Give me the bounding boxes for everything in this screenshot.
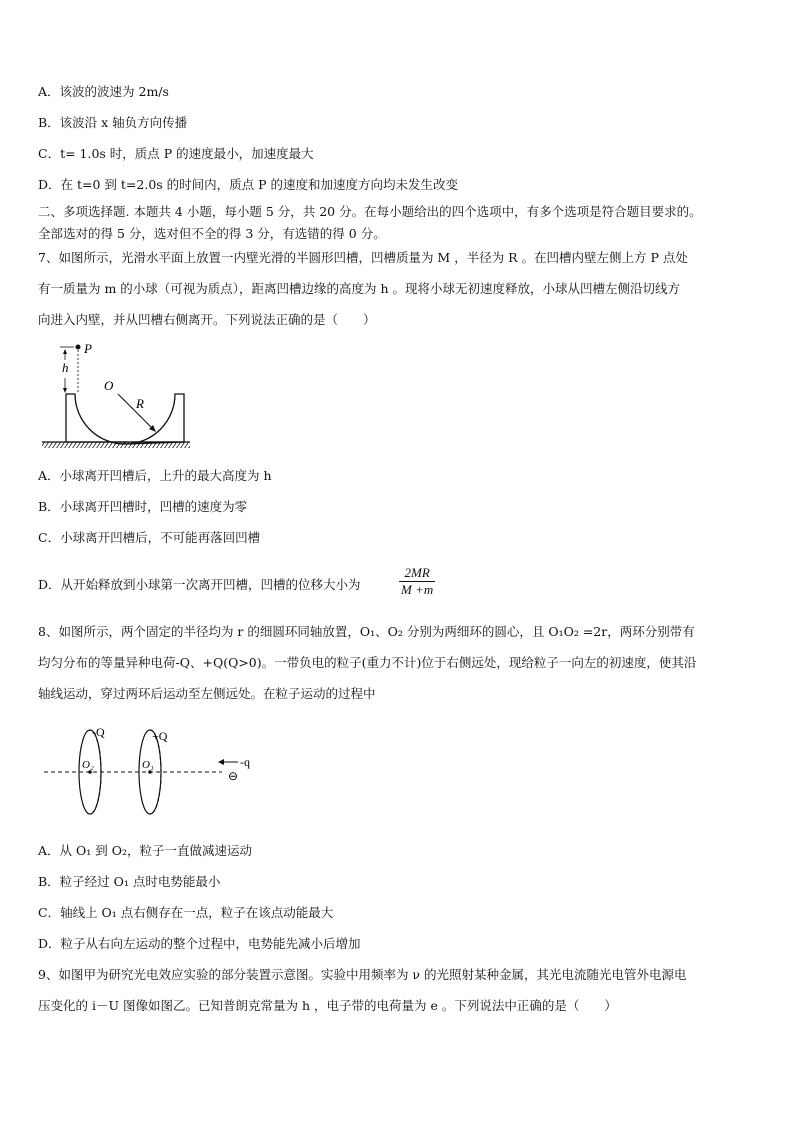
q8-option-d: D．粒子从右向左运动的整个过程中，电势能先减小后增加 [38,936,361,951]
q8-stem-line-1: 8、如图所示，两个固定的半径均为 r 的细圆环同轴放置，O₁、O₂ 分别为两细环的圆心，且 O₁O₂ =2r，两环分别带有 [38,624,695,639]
label-neg-q: -Q [92,725,105,739]
label-o1: O₁ [142,759,154,771]
label-pos-q: +Q [152,729,168,743]
section-heading-line-2: 全部选对的得 5 分，选对但不全的得 3 分，有选错的得 0 分。 [38,226,386,241]
section-heading-line-1: 二、多项选择题. 本题共 4 小题，每小题 5 分，共 20 分。在每小题给出的四个选项中，有多个选项是符合题目要求的。 [38,204,702,219]
point-p [76,345,81,350]
q7-option-a: A．小球离开凹槽后，上升的最大高度为 h [38,468,272,483]
q8-stem-line-2: 均匀分布的等量异种电荷-Q、+Q(Q>0)。一带负电的粒子(重力不计)位于右侧远处，现给粒子一向左的初速度，使其沿 [38,655,697,670]
q6-option-d: D．在 t=0 到 t=2.0s 的时间内，质点 P 的速度和加速度方向均未发生改变 [38,177,459,192]
label-o2: O₂ [82,759,94,771]
q7-groove-figure [38,338,198,453]
q6-option-c: C．t= 1.0s 时，质点 P 的速度最小，加速度最大 [38,146,314,161]
particle-symbol: ⊖ [228,769,239,783]
q6-option-a: A．该波的波速为 2m/s [38,84,169,99]
q6-option-b: B．该波沿 x 轴负方向传播 [38,115,188,130]
q7-stem-line-2: 有一质量为 m 的小球（可视为质点），距离凹槽边缘的高度为 h 。现将小球无初速度释放，小球从凹槽左侧沿切线方 [38,281,681,296]
label-r: R [136,396,144,411]
q8-option-c: C．轴线上 O₁ 点右侧存在一点，粒子在该点动能最大 [38,905,334,920]
q7-option-d-fraction [399,565,435,598]
label-o: O [104,378,114,393]
label-p: P [84,341,92,356]
q8-rings-figure [42,722,272,822]
fraction-denominator: M +m [401,582,434,597]
q7-option-c: C．小球离开凹槽后，不可能再落回凹槽 [38,530,261,545]
q8-option-a: A．从 O₁ 到 O₂，粒子一直做减速运动 [38,843,252,858]
label-q: -q [240,755,250,769]
q9-stem-line-1: 9、如图甲为研究光电效应实验的部分装置示意图。实验中用频率为 ν 的光照射某种金属，其光电流随光电管外电源电 [38,967,687,982]
q7-stem-line-1: 7、如图所示，光滑水平面上放置一内壁光滑的半圆形凹槽，凹槽质量为 M ，半径为 R 。在凹槽内壁左侧上方 P 点处 [38,250,688,265]
label-h: h [62,360,69,375]
q9-stem-line-2: 压变化的 i－U 图像如图乙。已知普朗克常量为 h ，电子带的电荷量为 e 。下列说法中正确的是（ ） [38,998,617,1013]
q7-option-d: D．从开始释放到小球第一次离开凹槽，凹槽的位移大小为 [38,577,361,592]
fraction-numerator: 2MR [399,565,435,582]
q7-option-b: B．小球离开凹槽时，凹槽的速度为零 [38,499,248,514]
q7-stem-line-3: 向进入内壁，并从凹槽右侧离开。下列说法正确的是（ ） [38,312,376,327]
q8-option-b: B．粒子经过 O₁ 点时电势能最小 [38,874,221,889]
q8-stem-line-3: 轴线运动，穿过两环后运动至左侧远处。在粒子运动的过程中 [38,686,376,701]
